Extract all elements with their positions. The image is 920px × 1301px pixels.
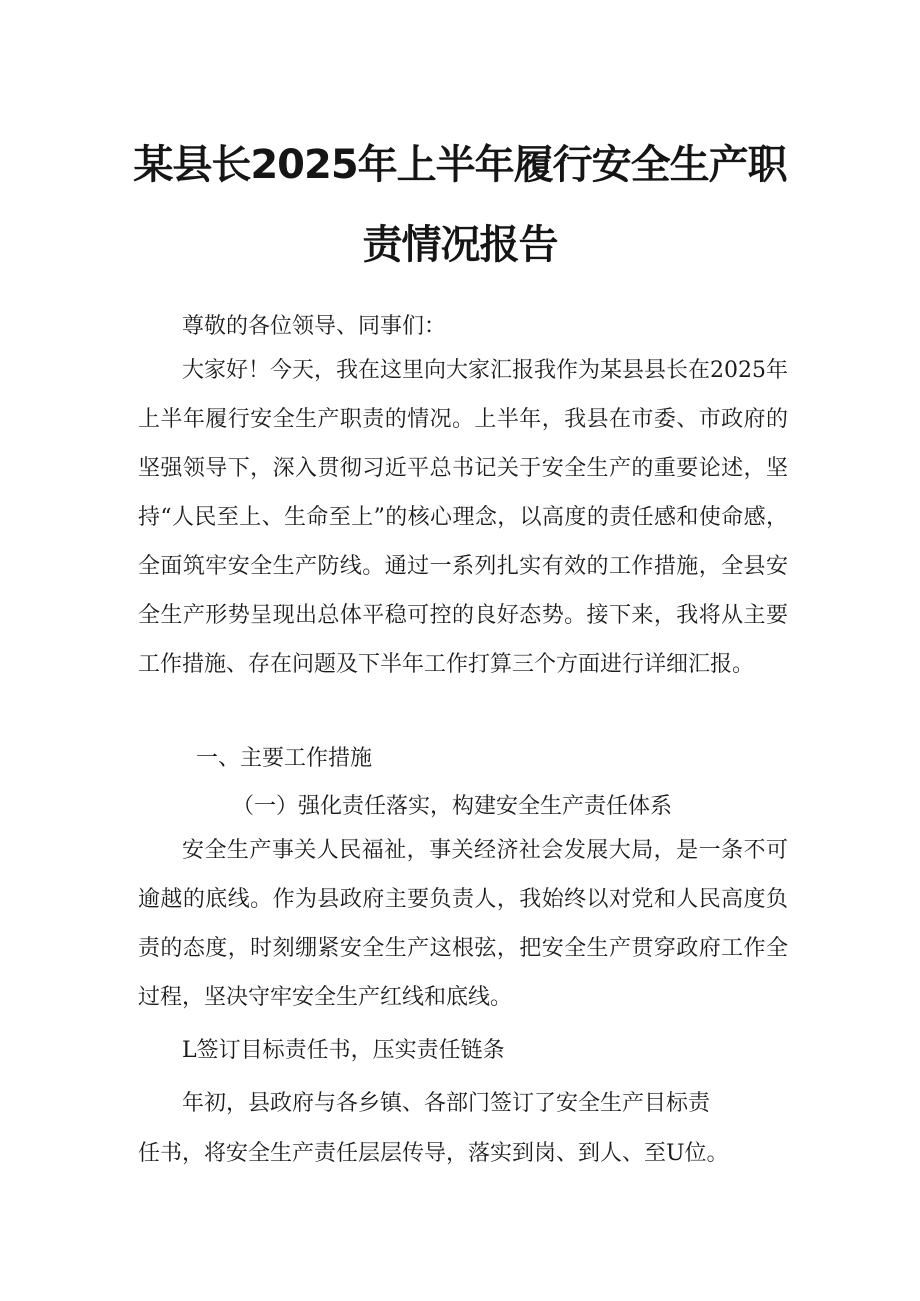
salutation: 尊敬的各位领导、同事们： xyxy=(182,314,447,339)
section-heading-main-measures: 一、主要工作措施 xyxy=(196,746,373,771)
item-heading-target-responsibility: L签订目标责任书，压实责任链条 xyxy=(182,1038,505,1063)
document-title-line-2: 责情况报告 xyxy=(362,222,558,268)
document-title-line-1: 某县长2025年上半年履行安全生产职 xyxy=(133,142,787,188)
subsection-body-paragraph: 安全生产事关人民福祉，事关经济社会发展大局，是一条不可逾越的底线。作为县政府主要负责人，我始终以对党和人民高度负责的态度，时刻绷紧安全生产这根弦，把安全生产贯穿政府工作全过程，坚决守牢安全生产红线和底线。 xyxy=(138,838,788,1010)
intro-paragraph: 大家好！今天，我在这里向大家汇报我作为某县县长在2025年上半年履行安全生产职责的情况。上半年，我县在市委、市政府的坚强领导下，深入贯彻习近平总书记关于安全生产的重要论述，坚持“人民至上、生命至上”的核心理念，以高度的责任感和使命感，全面筑牢安全生产防线。通过一系列扎实有效的工作措施，全县安全生产形势呈现出总体平稳可控的良好态势。接下来，我将从主要工作措施、存在问题及下半年工作打算三个方面进行详细汇报。 xyxy=(138,358,788,677)
subsection-heading-responsibility: （一）强化责任落实，构建安全生产责任体系 xyxy=(232,794,673,819)
item-body-line-2: 任书，将安全生产责任层层传导，落实到岗、到人、至U位。 xyxy=(138,1141,729,1166)
item-body-line-1: 年初，县政府与各乡镇、各部门签订了安全生产目标责 xyxy=(182,1091,711,1116)
